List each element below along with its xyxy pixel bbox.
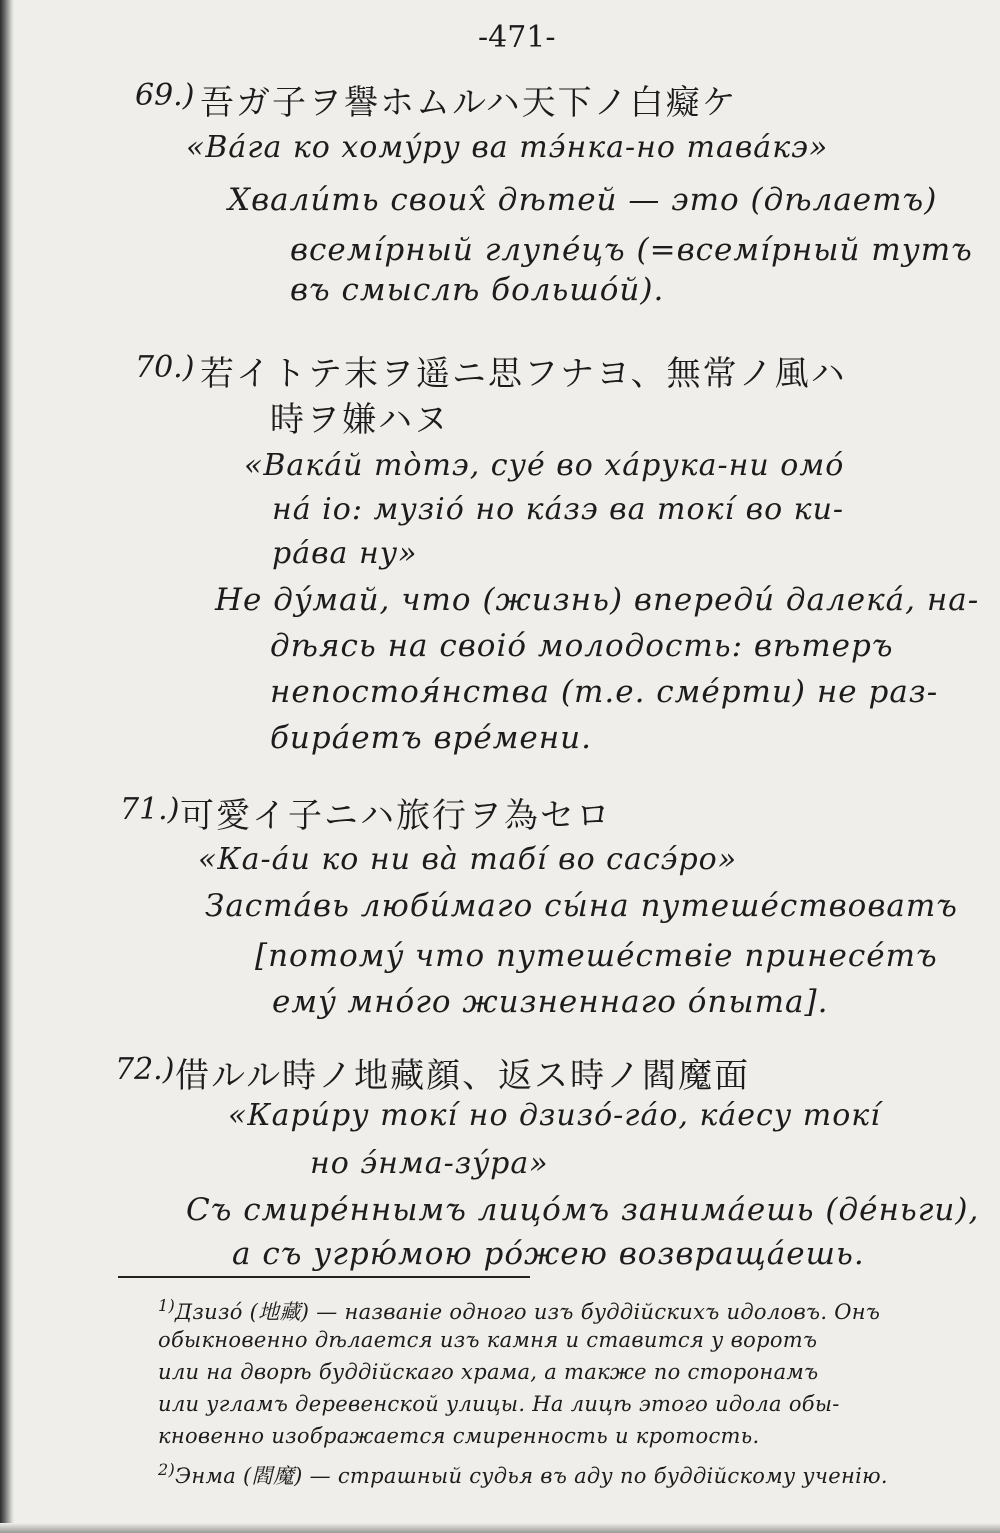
entry-71-translation-line-1: Застáвь любúмаго сы́на путешéствоватъ (205, 888, 958, 924)
entry-70-japanese-line-2: 時ヲ嫌ハヌ (270, 400, 450, 440)
footnote-2-mark: 2) (158, 1460, 176, 1479)
entry-69-number: 69.) (135, 78, 195, 113)
binding-edge (0, 0, 14, 1533)
footnote-2-text: Энма (閻魔) — страшный судья въ аду по буддійскому ученію. (175, 1464, 888, 1488)
entry-71-transliteration: «Ка-áи ко ни ва̀ табí во сасэ́ро» (198, 842, 738, 877)
entry-70-transliteration-line-2: нá іо: музіó но кáзэ ва токí во ки- (272, 492, 845, 527)
entry-70-translation-line-1: Не дýмай, что (жизнь) впередú далекá, на- (215, 582, 980, 618)
footnote-1-mark: 1) (158, 1296, 176, 1315)
footnote-1-line-2: обыкновенно дѣлается изъ камня и ставится у воротъ (158, 1328, 818, 1352)
footnote-2 (158, 1460, 888, 1490)
footnote-1-line-5: кновенно изображается смиренность и кротость. (158, 1424, 760, 1448)
entry-72-transliteration-line-1: «Карúру токí но дзизó-гáо, кáесу токí (228, 1098, 881, 1133)
entry-71-translation-line-3: емý мнóго жизненнаго óпыта]. (272, 984, 829, 1020)
entry-70-transliteration-line-3: рáва ну» (272, 536, 418, 571)
entry-72-number: 72.) (115, 1052, 175, 1087)
entry-70-japanese-line-1: 若イトテ末ヲ遥ニ思フナヨ、無常ノ風ハ (200, 354, 847, 394)
footnote-1-line-1 (158, 1296, 880, 1326)
entry-72-transliteration-line-2: но э́нма-зýра» (310, 1146, 549, 1181)
page-bottom-edge (0, 1523, 1000, 1533)
entry-69-transliteration: «Вáга ко хомýру ва тэ́нка-но тавáкэ» (186, 130, 829, 165)
entry-70-translation-line-3: непостоя́нства (т.е. смéрти) не раз- (270, 674, 939, 710)
entry-71-number: 71.) (120, 792, 180, 827)
footnote-separator (118, 1276, 530, 1278)
entry-69-translation-line-3: въ смыслѣ большóй). (290, 272, 665, 308)
entry-72-translation-line-1: Съ смирéннымъ лицóмъ занимáешь (дéньги), (186, 1192, 980, 1228)
entry-70-translation-line-4: бирáетъ врéмени. (270, 720, 592, 756)
entry-71-japanese: 可愛イ子ニハ旅行ヲ為セロ (180, 796, 612, 836)
entry-70-number: 70.) (135, 350, 195, 385)
entry-69-translation-line-1: Хвали́ть своих̂ дѣтей — это (дѣлаетъ) (228, 182, 938, 218)
footnote-1-line-4: или угламъ деревенской улицы. На лицѣ этого идола обы- (158, 1392, 840, 1416)
footnote-1-text-1: Дзизó (地藏) — названіе одного изъ буддійскихъ идоловъ. Онъ (175, 1300, 881, 1324)
page-number: -471- (478, 20, 556, 55)
entry-70-transliteration-line-1: «Вакáй то̀тэ, суé во хáрука-ни омó (244, 448, 845, 483)
entry-70-translation-line-2: дѣясь на своіó молодость: вѣтеръ (270, 628, 894, 664)
footnote-1-line-3: или на дворѣ буддійскаго храма, а также по сторонамъ (158, 1360, 819, 1384)
entry-69-translation-line-2: всемíрный глупе́цъ (=всемíрный тутъ (290, 232, 973, 268)
entry-72-japanese: 借ルル時ノ地藏顔、返ス時ノ閻魔面 (175, 1056, 751, 1096)
entry-71-translation-line-2: [потомý что путешéствіе принесéтъ (255, 938, 938, 974)
entry-72-translation-line-2: а съ угрю́мою рóжею возвращáешь. (232, 1236, 865, 1272)
entry-69-japanese: 吾ガ子ヲ譽ホムルハ天下ノ白癡ケ (200, 83, 738, 123)
